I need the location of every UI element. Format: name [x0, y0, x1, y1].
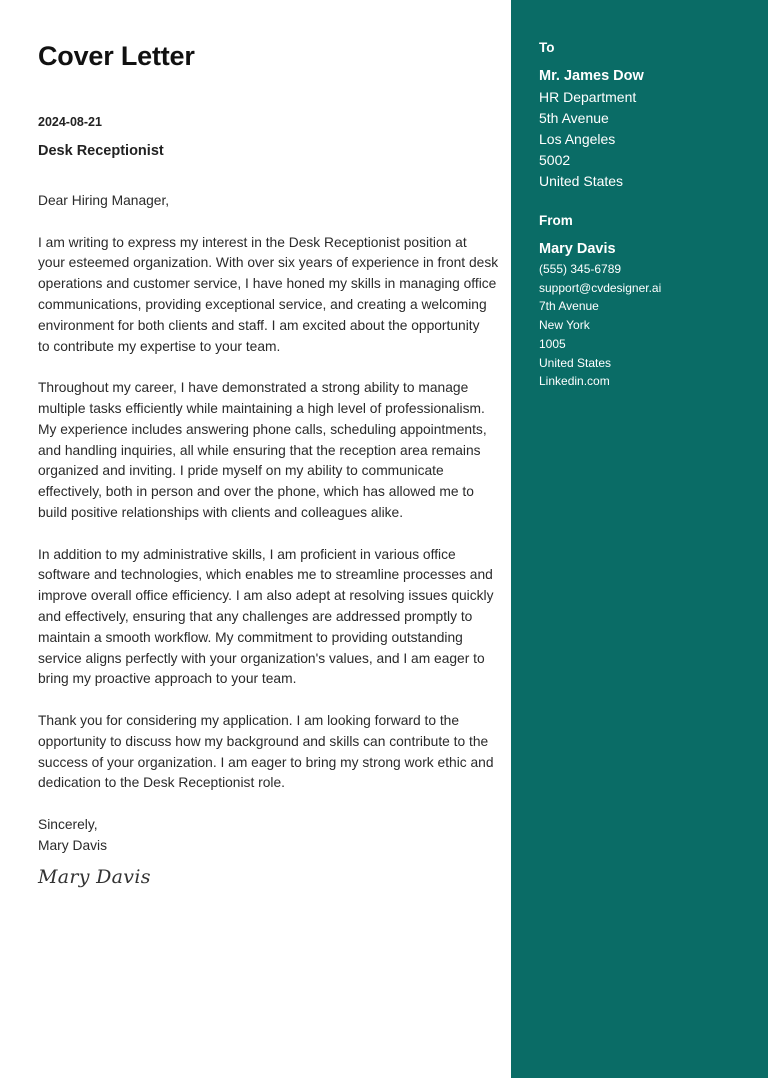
closing-block: [38, 815, 490, 857]
sender-postcode: 1005: [539, 336, 566, 351]
paragraph-line: effectively, both in person and over the phone, which has allowed me to: [38, 484, 474, 500]
from-heading: From: [539, 213, 573, 228]
sender-name-sidebar: Mary Davis: [539, 241, 616, 257]
paragraph-1: [38, 233, 499, 358]
recipient-department: HR Department: [539, 89, 637, 105]
sender-contact: [539, 260, 661, 391]
paragraph-line: opportunity to discuss how my background and skills can contribute to the: [38, 733, 489, 749]
paragraph-line: dedication to the Desk Receptionist role.: [38, 775, 285, 791]
paragraph-line: environment for both clients and staff. I am excited about the opportunity: [38, 317, 480, 333]
sender-linkedin: Linkedin.com: [539, 374, 610, 389]
paragraph-line: Throughout my career, I have demonstrated a strong ability to manage: [38, 380, 469, 396]
paragraph-line: and handling inquiries, all while ensuring that the reception area remains: [38, 442, 481, 458]
sender-city: New York: [539, 318, 590, 333]
recipient-address: [539, 87, 636, 192]
paragraph-line: and effectively, ensuring that any challenges are addressed promptly to: [38, 608, 473, 624]
to-heading: To: [539, 40, 555, 55]
sender-country: United States: [539, 355, 612, 370]
contact-sidebar: [511, 0, 768, 1078]
paragraph-line: software and technologies, which enables me to streamline processes and: [38, 567, 493, 583]
paragraph-line: bring my proactive approach to your team.: [38, 671, 297, 687]
paragraph-3: [38, 545, 494, 691]
paragraph-line: service aligns perfectly with your organization's values, and I am eager to: [38, 650, 485, 666]
recipient-city: Los Angeles: [539, 131, 616, 147]
page-title: Cover Letter: [38, 41, 195, 71]
recipient-street: 5th Avenue: [539, 110, 609, 126]
paragraph-line: communications, providing exceptional service, and creating a welcoming: [38, 296, 487, 312]
recipient-country: United States: [539, 173, 624, 189]
salutation: Dear Hiring Manager,: [38, 193, 170, 208]
letter-date: 2024-08-21: [38, 115, 102, 129]
letter-text: [38, 191, 499, 877]
paragraph-line: I am writing to express my interest in the Desk Receptionist position at: [38, 234, 467, 250]
paragraph-line: maintain a smooth workflow. My commitment to providing outstanding: [38, 629, 463, 645]
sender-street: 7th Avenue: [539, 299, 599, 314]
handwritten-signature: Mary Davis: [38, 866, 151, 888]
paragraph-line: to contribute my expertise to your team.: [38, 338, 281, 354]
recipient-name: Mr. James Dow: [539, 68, 644, 84]
paragraph-line: improve overall office efficiency. I am also adept at resolving issues quickly: [38, 588, 494, 604]
paragraph-line: build positive relationships with clients and colleagues alike.: [38, 504, 404, 520]
sender-phone: (555) 345-6789: [539, 262, 622, 276]
closing: Sincerely,: [38, 816, 98, 832]
job-position: Desk Receptionist: [38, 143, 164, 159]
paragraph-line: success of your organization. I am eager to bring my strong work ethic and: [38, 754, 494, 770]
paragraph-line: multiple tasks efficiently while maintaining a high level of professionalism.: [38, 400, 485, 416]
paragraph-line: organized and inviting. I pride myself on my ability to communicate: [38, 463, 444, 479]
paragraph-line: Thank you for considering my application. I am looking forward to the: [38, 712, 460, 728]
paragraph-line: My experience includes answering phone calls, scheduling appointments,: [38, 421, 487, 437]
paragraph-line: your esteemed organization. With over six years of experience in front desk: [38, 255, 499, 271]
paragraph-line: In addition to my administrative skills, I am proficient in various office: [38, 546, 456, 562]
paragraph-2: [38, 378, 490, 524]
paragraph-4: [38, 711, 494, 794]
sender-name: Mary Davis: [38, 837, 107, 853]
recipient-postcode: 5002: [539, 152, 571, 168]
sender-email: support@cvdesigner.ai: [539, 280, 662, 295]
paragraph-line: operations and customer service, I have honed my skills in managing office: [38, 276, 497, 292]
